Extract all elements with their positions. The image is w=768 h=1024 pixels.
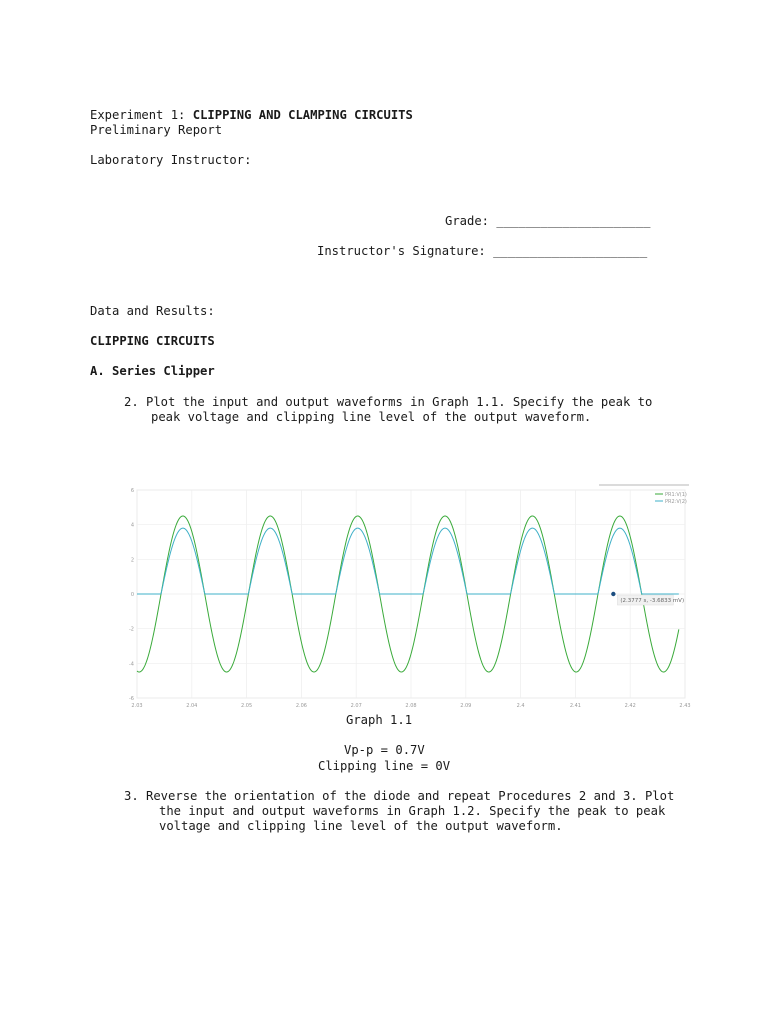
grade-line: Grade: _____________________ [445,214,651,228]
x-tick-label: 2.09 [460,703,472,709]
x-tick-label: 2.07 [350,703,362,709]
legend-label-1: PR1:V(1) [665,492,687,498]
section-title: CLIPPING CIRCUITS [90,334,215,348]
x-tick-label: 2.43 [679,703,691,709]
graph-caption: Graph 1.1 [346,713,413,727]
y-tick-label: 0 [130,592,134,598]
step3-line2: the input and output waveforms in Graph 1.2. Specify the peak to peak [159,804,666,818]
tooltip-marker [611,592,615,596]
y-tick-label: 2 [130,557,134,564]
series-line-2 [137,528,679,594]
x-tick-label: 2.04 [186,703,198,709]
instructor-label: Laboratory Instructor: [90,153,252,167]
y-tick-label: 4 [130,522,134,529]
subsection-title: A. Series Clipper [90,364,215,378]
legend-label-2: PR2:V(2) [665,499,687,505]
y-tick-label: 6 [130,488,134,494]
step2-line2: peak voltage and clipping line level of the output waveform. [151,410,592,424]
x-tick-label: 2.03 [131,703,143,709]
y-tick-label: -2 [129,626,134,633]
y-tick-label: -6 [129,696,134,702]
waveform-chart-svg [125,478,697,714]
x-tick-label: 2.06 [295,703,307,709]
x-tick-label: 2.41 [569,703,581,709]
experiment-prefix: Experiment 1: [90,108,193,122]
x-tick-label: 2.08 [405,703,417,709]
experiment-heading [90,108,413,123]
x-tick-label: 2.42 [624,703,636,709]
tooltip-label: (2.3777 s, -3.6833 mV) [620,598,685,604]
step3-line1: 3. Reverse the orientation of the diode and repeat Procedures 2 and 3. Plot [124,789,675,803]
experiment-title: CLIPPING AND CLAMPING CIRCUITS [192,108,413,122]
result-vpp: Vp-p = 0.7V [344,743,425,757]
x-tick-label: 2.4 [516,703,525,709]
step3-line3: voltage and clipping line level of the output waveform. [159,819,563,833]
report-subtitle: Preliminary Report [90,123,223,137]
result-clipping-line: Clipping line = 0V [318,759,451,773]
x-tick-label: 2.05 [241,703,253,709]
y-tick-label: -4 [129,661,134,668]
step2-line1: 2. Plot the input and output waveforms in Graph 1.1. Specify the peak to [124,395,653,409]
data-results-label: Data and Results: [90,304,215,318]
waveform-graph [125,478,697,714]
signature-line: Instructor's Signature: _____________________ [317,244,648,258]
